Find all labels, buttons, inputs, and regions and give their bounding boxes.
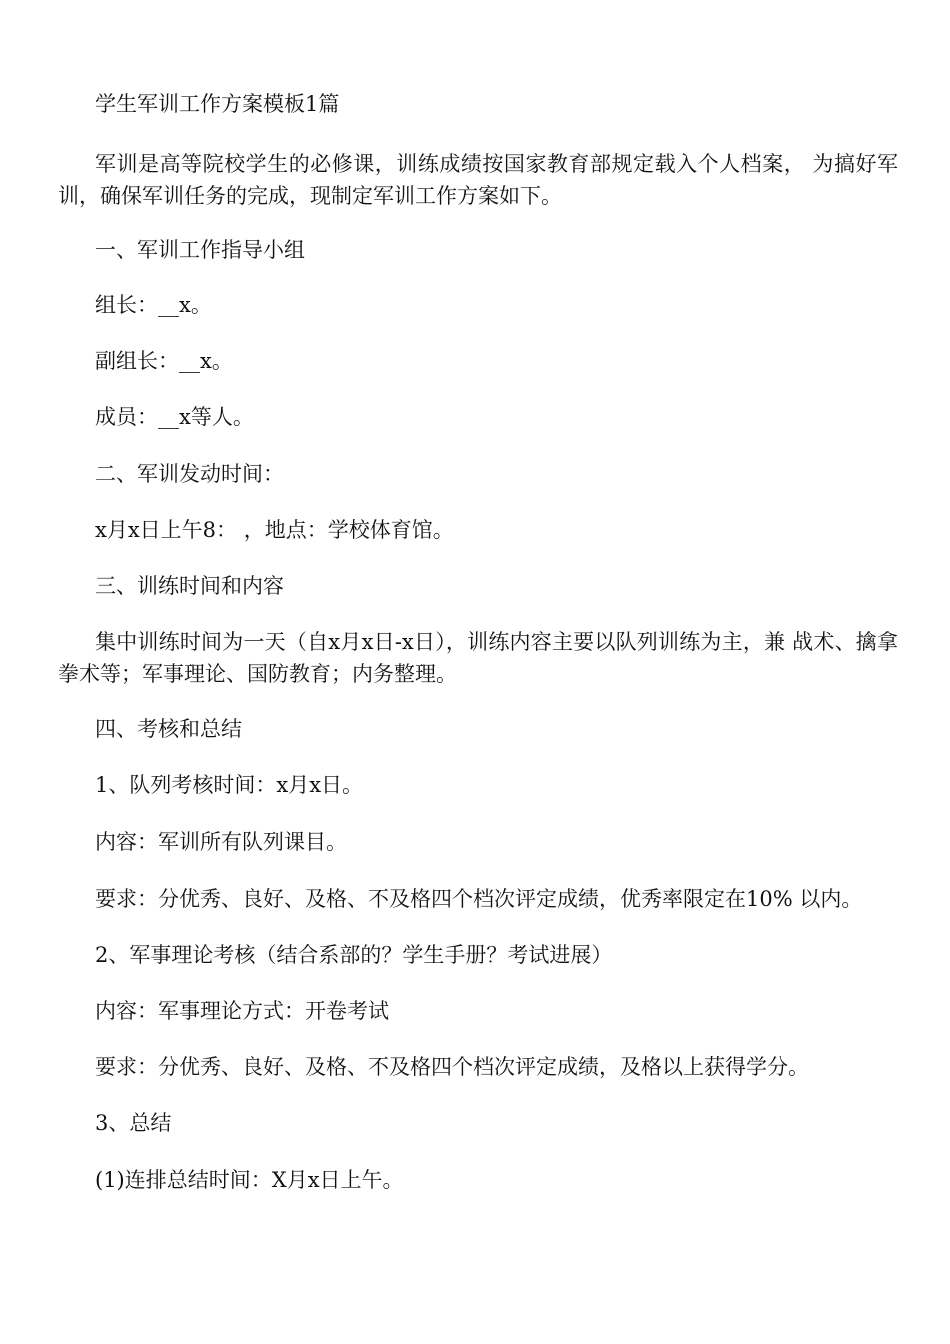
document-title: 学生军训工作方案模板1篇 bbox=[95, 92, 340, 116]
start-time-location-line: x月x日上午8： ，地点：学校体育馆。 bbox=[95, 518, 454, 542]
members-line: 成员：__x等人。 bbox=[95, 405, 254, 429]
item-3-heading: 3、总结 bbox=[95, 1111, 172, 1135]
training-content-paragraph: 集中训练时间为一天（自x月x日-x日），训练内容主要以队列训练为主，兼 战术、擒拿拳术等；军事理论、国防教育；内务整理。 bbox=[58, 630, 898, 686]
section-2-heading: 二、军训发动时间： bbox=[95, 462, 284, 486]
item-2-content: 内容：军事理论方式：开卷考试 bbox=[95, 999, 389, 1023]
leader-line: 组长：__x。 bbox=[95, 293, 212, 317]
section-3-heading: 三、训练时间和内容 bbox=[95, 574, 284, 598]
deputy-leader-line: 副组长：__x。 bbox=[95, 349, 233, 373]
section-1-heading: 一、军训工作指导小组 bbox=[95, 238, 305, 262]
section-4-heading: 四、考核和总结 bbox=[95, 717, 242, 741]
item-1-content: 内容：军训所有队列课目。 bbox=[95, 830, 347, 854]
item-3-sub-1: (1)连排总结时间：X月x日上午。 bbox=[95, 1168, 404, 1192]
item-2-requirement: 要求：分优秀、良好、及格、不及格四个档次评定成绩，及格以上获得学分。 bbox=[95, 1055, 809, 1079]
item-1-heading: 1、队列考核时间：x月x日。 bbox=[95, 773, 364, 797]
intro-paragraph: 军训是高等院校学生的必修课，训练成绩按国家教育部规定载入个人档案， 为搞好军训，确保军训任务的完成，现制定军训工作方案如下。 bbox=[58, 152, 899, 208]
item-2-heading: 2、军事理论考核（结合系部的？学生手册？考试进展） bbox=[95, 943, 613, 967]
item-1-requirement: 要求：分优秀、良好、及格、不及格四个档次评定成绩，优秀率限定在10% 以内。 bbox=[95, 887, 863, 911]
